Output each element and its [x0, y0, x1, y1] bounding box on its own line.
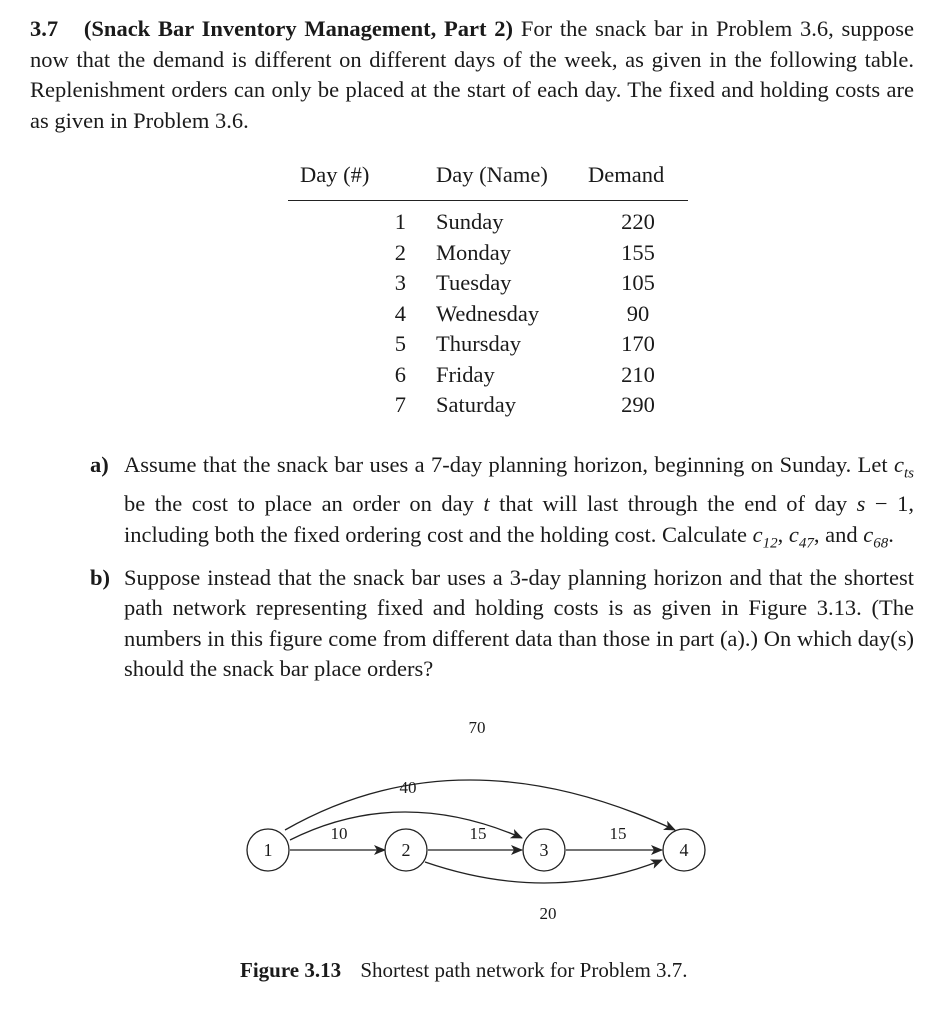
edge-label-2-4: 20 [539, 904, 557, 923]
part-b-label: b) [90, 564, 111, 590]
table-header-row [288, 160, 688, 201]
part-b-text: Suppose instead that the snack bar uses a 3-day planning horizon and that the shortest path network representing fixed and holding costs is as given in Figure 3.13. (The numbers in this figure come from different data than those in part (a).) On which day(s) should the snack bar place orders? [124, 564, 914, 681]
demand-value: 90 [626, 300, 650, 326]
demand-value: 290 [621, 392, 655, 417]
table-row [288, 299, 688, 330]
day-name: Wednesday [436, 300, 540, 326]
node-2-label: 2 [401, 840, 411, 860]
problem-intro [30, 14, 914, 136]
problem-number: 3.7 [30, 16, 59, 41]
node-4-label: 4 [679, 840, 689, 860]
demand-value: 210 [621, 361, 655, 387]
day-number: 1 [394, 209, 406, 234]
edge-label-1-3: 40 [399, 778, 417, 797]
demand-table [288, 160, 688, 421]
day-name: Friday [436, 361, 495, 387]
edge-label-1-4: 70 [468, 718, 486, 737]
table-row [288, 268, 688, 299]
table-row [288, 329, 688, 360]
problem-parts [90, 450, 914, 689]
part-a-label: a) [90, 452, 109, 477]
header-day-number: Day (#) [300, 162, 370, 187]
day-number: 3 [394, 270, 406, 295]
day-name: Saturday [436, 392, 516, 417]
edge-label-2-3: 15 [469, 824, 487, 843]
header-demand: Demand [588, 162, 665, 187]
edge-label-3-4: 15 [609, 824, 627, 843]
table-row [288, 238, 688, 269]
node-1-label: 1 [263, 840, 273, 860]
day-number: 6 [394, 361, 406, 387]
figure-number: Figure 3.13 [240, 958, 342, 982]
shortest-path-network [0, 700, 932, 940]
table-row [288, 360, 688, 391]
demand-value: 220 [621, 209, 655, 234]
figure-caption [240, 958, 688, 983]
demand-value: 105 [621, 270, 655, 295]
demand-value: 155 [621, 239, 655, 265]
part-b [90, 563, 914, 685]
day-number: 4 [394, 300, 406, 326]
problem-title: (Snack Bar Inventory Management, Part 2) [83, 16, 514, 41]
figure-caption-text: Shortest path network for Problem 3.7. [360, 958, 688, 982]
problem-intro-text: For the snack bar in Problem 3.6, suppose now that the demand is different on different days of the week, as given in the following table. Replenishment orders can only be placed at the start of each day. The fixed and holding costs are as given in Problem 3.6. [30, 16, 915, 133]
part-a [90, 450, 914, 559]
day-name: Tuesday [436, 270, 512, 295]
day-name: Sunday [436, 209, 504, 234]
day-number: 7 [394, 392, 406, 417]
day-name: Thursday [436, 331, 521, 356]
day-number: 5 [394, 331, 406, 356]
edge-label-1-2: 10 [330, 824, 348, 843]
day-number: 2 [394, 239, 406, 265]
node-3-label: 3 [539, 840, 549, 860]
part-a-text: Assume that the snack bar uses a 7-day planning horizon, beginning on Sunday. Let $c_{ts}$ be the cost to place an order on day t that will last through the end of day s − 1, including both the fixed ordering cost and the holding cost. Calculate $c_{12}$, $c_{47}$, and $c_{68}$. [124, 452, 914, 551]
table-row [288, 201, 688, 238]
demand-value: 170 [621, 331, 655, 356]
table-row [288, 390, 688, 421]
day-name: Monday [436, 239, 511, 265]
header-day-name: Day (Name) [436, 162, 548, 187]
